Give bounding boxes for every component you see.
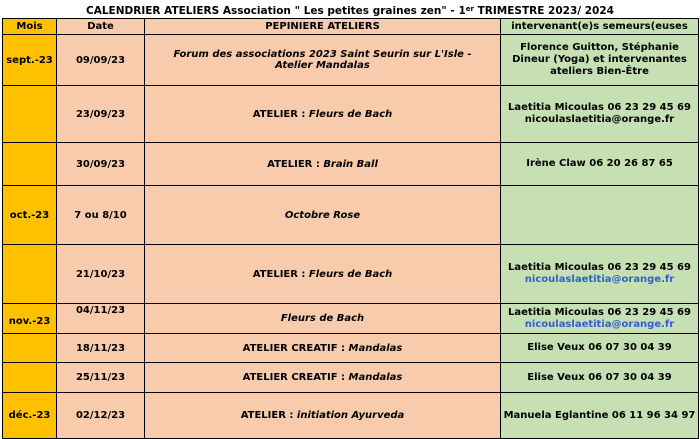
cell-atelier: [145, 35, 501, 86]
cell-date: 23/09/23: [57, 86, 145, 143]
atelier-text: Atelier Mandalas: [275, 60, 370, 71]
table-row: [3, 363, 699, 393]
cell-date: 21/10/23: [57, 245, 145, 304]
table-row: [3, 35, 699, 86]
cell-mois: nov.-23: [3, 304, 57, 334]
table-row: [3, 143, 699, 186]
cell-mois: déc.-23: [3, 393, 57, 439]
cell-atelier: ATELIER CREATIF : Mandalas: [145, 334, 501, 363]
intervenant-text: Florence Guitton, Stéphanie: [520, 42, 679, 53]
cell-atelier: ATELIER : Brain Ball: [145, 143, 501, 186]
cell-mois: [3, 363, 57, 393]
cell-date: 25/11/23: [57, 363, 145, 393]
cell-date: 18/11/23: [57, 334, 145, 363]
cell-date: 7 ou 8/10: [57, 186, 145, 245]
intervenant-email: nicoulaslaetitia@orange.fr: [524, 274, 675, 285]
cell-mois: [3, 245, 57, 304]
cell-intervenant: Irène Claw 06 20 26 87 65: [501, 143, 699, 186]
intervenant-text: ateliers Bien-Être: [550, 66, 649, 77]
cell-mois: sept.-23: [3, 35, 57, 86]
intervenant-email: nicoulaslaetitia@orange.fr: [524, 318, 675, 330]
cell-date: 09/09/23: [57, 35, 145, 86]
cell-intervenant: Elise Veux 06 07 30 04 39: [501, 334, 699, 363]
cell-date: 02/12/23: [57, 393, 145, 439]
cell-intervenant: [501, 186, 699, 245]
cell-intervenant: Elise Veux 06 07 30 04 39: [501, 363, 699, 393]
table-row: [3, 245, 699, 304]
cell-atelier: ATELIER CREATIF : Mandalas: [145, 363, 501, 393]
cell-mois: [3, 334, 57, 363]
intervenant-text: Laetitia Micoulas 06 23 29 45 69: [508, 262, 691, 273]
intervenant-text: Dineur (Yoga) et intervenantes: [512, 54, 687, 65]
cell-intervenant: [501, 245, 699, 304]
cell-atelier: Fleurs de Bach: [145, 304, 501, 334]
intervenant-text: Laetitia Micoulas 06 23 29 45 69: [508, 306, 691, 318]
cell-date: 30/09/23: [57, 143, 145, 186]
header-mois: Mois: [3, 19, 57, 35]
cell-mois: [3, 143, 57, 186]
cell-intervenant: [501, 35, 699, 86]
cell-atelier: ATELIER : initiation Ayurveda: [145, 393, 501, 439]
atelier-text: Forum des associations 2023 Saint Seurin sur L'Isle -: [173, 49, 472, 60]
cell-atelier: Octobre Rose: [145, 186, 501, 245]
cell-mois: [3, 86, 57, 143]
intervenant-text: Laetitia Micoulas 06 23 29 45 69: [508, 102, 691, 113]
table-row: [3, 334, 699, 363]
cell-mois: oct.-23: [3, 186, 57, 245]
cell-date: 04/11/23: [57, 304, 145, 334]
cell-atelier: ATELIER : Fleurs de Bach: [145, 86, 501, 143]
table-header-row: [3, 19, 699, 35]
cell-atelier: ATELIER : Fleurs de Bach: [145, 245, 501, 304]
cell-intervenant: Manuela Eglantine 06 11 96 34 97: [501, 393, 699, 439]
table-row: [3, 186, 699, 245]
page-title: CALENDRIER ATELIERS Association " Les petites graines zen" - 1er TRIMESTRE 2023/ 2024: [86, 5, 614, 17]
header-ateliers: PEPINIERE ATELIERS: [145, 19, 501, 35]
table-row: [3, 393, 699, 439]
header-intervenants: intervenant(e)s semeurs(euses: [501, 19, 699, 35]
cell-intervenant: [501, 304, 699, 334]
cell-intervenant: [501, 86, 699, 143]
header-date: Date: [57, 19, 145, 35]
table-row: [3, 86, 699, 143]
calendar-table: [2, 18, 699, 439]
table-row: [3, 304, 699, 334]
intervenant-email: nicoulaslaetitia@orange.fr: [524, 114, 675, 125]
